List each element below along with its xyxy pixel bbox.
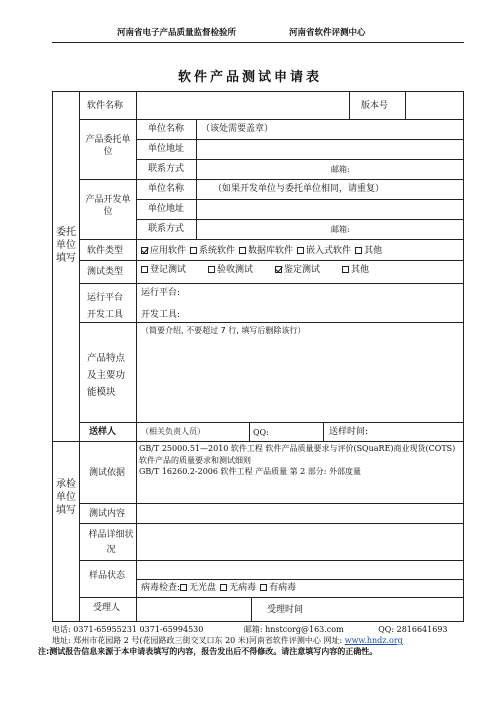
sender-hint: （相关负责人员） bbox=[141, 427, 205, 436]
checkbox-label: 鉴定测试 bbox=[284, 265, 321, 275]
grid-line bbox=[136, 92, 137, 441]
checkbox-option[interactable] bbox=[297, 245, 351, 257]
sender-label: 送样人 bbox=[89, 427, 117, 437]
platform-label: 运行平台 bbox=[87, 293, 124, 303]
grid-line bbox=[79, 179, 463, 180]
grid-line bbox=[79, 560, 463, 561]
accept-time-label: 受理时间 bbox=[267, 605, 304, 615]
checkbox-option[interactable] bbox=[180, 582, 216, 594]
entrust-unit-address-label: 单位地址 bbox=[148, 144, 185, 154]
checkbox-option[interactable] bbox=[342, 264, 369, 276]
grid-line bbox=[79, 597, 463, 598]
checkbox-option[interactable] bbox=[208, 264, 253, 276]
grid-line bbox=[136, 139, 463, 140]
checkbox-icon[interactable] bbox=[297, 247, 304, 254]
footer-address-line bbox=[52, 635, 403, 646]
checkbox-icon[interactable] bbox=[239, 247, 246, 254]
sample-detail-label: 样品详细状况 bbox=[88, 530, 134, 555]
grid-line bbox=[249, 422, 250, 441]
checkbox-label: 验收测试 bbox=[217, 265, 254, 275]
footer-contact-line bbox=[52, 624, 448, 635]
checkbox-option[interactable] bbox=[275, 264, 320, 276]
checked-box-icon[interactable] bbox=[275, 266, 282, 273]
checkbox-label: 应用软件 bbox=[150, 246, 187, 256]
basis-line: GB/T 25000.51—2010 软件工程 软件产品质量要求与评价(SQuaRE)商业现货(COTS)软件产品的质量要求和测试细则 bbox=[139, 444, 456, 465]
checkbox-label: 嵌入式软件 bbox=[306, 246, 352, 256]
footer-qq: QQ: 2816641693 bbox=[378, 625, 448, 634]
checkbox-icon[interactable] bbox=[260, 584, 267, 591]
grid-line bbox=[405, 92, 406, 119]
footer-address: 地址: 郑州市花园路 2 号(花园路政三街交叉口东 20 米)河南省软件评测中心 网址: bbox=[52, 636, 343, 645]
virus-check-options bbox=[141, 582, 300, 594]
test-type-label: 测试类型 bbox=[87, 267, 124, 277]
grid-line bbox=[323, 422, 324, 441]
version-input[interactable] bbox=[407, 94, 461, 117]
dev-unit-address-label: 单位地址 bbox=[148, 204, 185, 214]
virus-check-label: 病毒检查: bbox=[141, 583, 181, 593]
grid-line bbox=[79, 523, 463, 524]
software-name-label: 软件名称 bbox=[87, 101, 124, 111]
sample-detail-input[interactable] bbox=[138, 525, 461, 557]
features-label: 产品特点及主要功能模块 bbox=[87, 353, 126, 398]
checkbox-option[interactable] bbox=[141, 264, 186, 276]
section-client: 委托单位填写 bbox=[56, 227, 76, 264]
checkbox-label: 其他 bbox=[351, 265, 370, 275]
grid-line bbox=[79, 239, 463, 240]
section-divider bbox=[79, 92, 80, 621]
grid-line bbox=[136, 579, 463, 580]
test-type-options bbox=[141, 264, 391, 276]
checkbox-option[interactable] bbox=[260, 582, 296, 594]
checkbox-icon[interactable] bbox=[208, 266, 215, 273]
grid-line bbox=[349, 92, 350, 119]
form-title: 软件产品测试申请表 bbox=[177, 70, 322, 85]
software-name-input[interactable] bbox=[138, 94, 347, 117]
document-header bbox=[0, 26, 500, 40]
checkbox-label: 其他 bbox=[364, 246, 383, 256]
checkbox-option[interactable] bbox=[141, 245, 186, 257]
sample-state-label: 样品状态 bbox=[89, 571, 126, 581]
checkbox-option[interactable] bbox=[190, 245, 235, 257]
org-name-right: 河南省软件评测中心 bbox=[289, 28, 366, 38]
footer-note: 注:测试报告信息来源于本申请表填写的内容，报告发出后不得修改。请注意填写内容的正确性。 bbox=[38, 647, 378, 656]
version-label: 版本号 bbox=[361, 101, 389, 111]
grid-line bbox=[136, 219, 463, 220]
grid-line bbox=[196, 119, 197, 179]
checkbox-icon[interactable] bbox=[355, 247, 362, 254]
platform-input[interactable]: 运行平台: bbox=[141, 288, 181, 298]
checkbox-label: 无光盘 bbox=[189, 583, 217, 593]
entrust-contact-label: 联系方式 bbox=[148, 164, 185, 174]
grid-line bbox=[136, 159, 463, 160]
section-split-line bbox=[53, 441, 463, 442]
application-form bbox=[52, 91, 464, 622]
features-hint: （简要介绍, 不要超过 7 行, 填写后删除该行） bbox=[141, 326, 306, 335]
grid-line bbox=[79, 322, 463, 323]
dev-tool-input[interactable]: 开发工具: bbox=[141, 310, 181, 320]
checkbox-icon[interactable] bbox=[180, 584, 187, 591]
grid-line bbox=[79, 503, 463, 504]
grid-line bbox=[79, 422, 463, 423]
checkbox-option[interactable] bbox=[355, 245, 382, 257]
entrust-email-label: 邮箱: bbox=[331, 165, 350, 174]
grid-line bbox=[136, 199, 463, 200]
dev-unit-name-label: 单位名称 bbox=[148, 184, 185, 194]
dev-email-label: 邮箱: bbox=[331, 225, 350, 234]
entrust-unit-name-label: 单位名称 bbox=[148, 124, 185, 134]
dev-contact-label: 联系方式 bbox=[148, 224, 185, 234]
checkbox-label: 有病毒 bbox=[269, 583, 297, 593]
org-name-left: 河南省电子产品质量监督检验所 bbox=[117, 28, 237, 38]
basis-line: GB/T 16260.2-2006 软件工程 产品质量 第 2 部分: 外部度量 bbox=[139, 467, 362, 476]
checkbox-option[interactable] bbox=[239, 245, 293, 257]
checkbox-icon[interactable] bbox=[220, 584, 227, 591]
grid-line bbox=[79, 260, 463, 261]
checkbox-option[interactable] bbox=[220, 582, 256, 594]
content-input[interactable] bbox=[138, 505, 461, 521]
grid-line bbox=[136, 441, 137, 621]
dev-tool-label: 开发工具 bbox=[87, 310, 124, 320]
header-rule bbox=[52, 42, 464, 43]
grid-line bbox=[196, 179, 197, 239]
checkbox-icon[interactable] bbox=[190, 247, 197, 254]
checkbox-icon[interactable] bbox=[141, 266, 148, 273]
content-label: 测试内容 bbox=[89, 509, 126, 519]
checkbox-label: 系统软件 bbox=[199, 246, 236, 256]
checkbox-icon[interactable] bbox=[342, 266, 349, 273]
features-input[interactable] bbox=[138, 337, 461, 419]
checkbox-label: 数据库软件 bbox=[248, 246, 294, 256]
grid-line bbox=[251, 597, 252, 621]
qq-label: QQ: bbox=[253, 428, 269, 437]
grid-line bbox=[79, 119, 463, 120]
dev-unit-name-hint: （如果开发单位与委托单位相同，请重复） bbox=[213, 184, 385, 194]
entrust-unit-name-hint: （该处需要盖章） bbox=[201, 124, 274, 134]
checked-box-icon[interactable] bbox=[141, 247, 148, 254]
section-accept: 承检单位填写 bbox=[56, 479, 76, 516]
checkbox-label: 无病毒 bbox=[229, 583, 257, 593]
footer-website-link[interactable]: www.hndz.org bbox=[344, 636, 403, 645]
basis-content bbox=[139, 443, 461, 478]
basis-label: 测试依据 bbox=[89, 468, 126, 478]
checkbox-label: 登记测试 bbox=[150, 265, 187, 275]
dev-unit-label: 产品开发单位 bbox=[85, 195, 131, 217]
grid-line bbox=[79, 283, 463, 284]
send-time-label: 送样时间: bbox=[329, 427, 369, 437]
footer-email: 邮箱: hnstcorg@163.com bbox=[243, 625, 344, 634]
software-type-label: 软件类型 bbox=[87, 246, 124, 256]
entrust-unit-label: 产品委托单位 bbox=[85, 135, 131, 157]
software-type-options bbox=[141, 245, 386, 257]
footer-phone: 电话: 0371-65955231 0371-65994530 bbox=[52, 625, 204, 634]
receiver-label: 受理人 bbox=[93, 603, 121, 613]
